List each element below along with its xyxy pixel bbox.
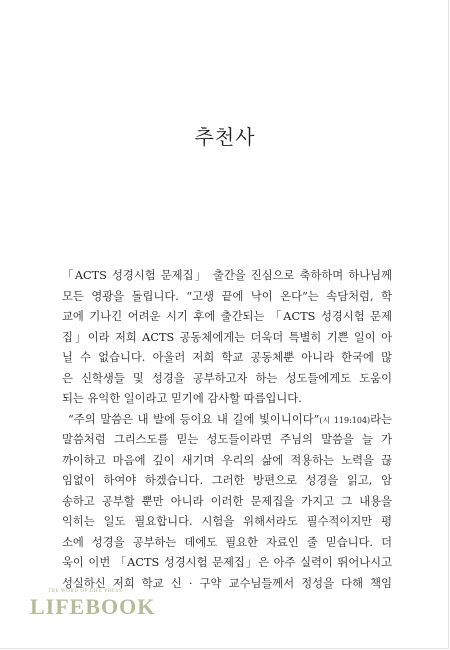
text-line: 모든 영광을 돌립니다. “고생 끝에 낙이 온다”는 속담처럼, 학	[62, 289, 392, 303]
quote-suffix: 라는	[370, 412, 392, 426]
page-title: 추천사	[194, 125, 256, 149]
text-line: 임없이 하여야 하겠습니다. 그러한 방편으로 성경을 읽고, 암	[62, 474, 392, 487]
text-line: 욱이 이번 「ACTS 성경시험 문제집」은 아주 실력이 뛰어나시고	[62, 556, 392, 569]
publisher-logo	[30, 589, 156, 625]
text-line: 소에 성경을 공부하는 데에도 필요한 자료인 줄 믿습니다. 더	[62, 535, 392, 549]
text-line: 닐 수 없습니다. 아울러 저희 학교 공동체뿐 아니라 한국에 많	[62, 351, 392, 364]
logo-name: LIFEBOOK	[30, 594, 156, 619]
quote-citation: (시 119:104)	[319, 415, 371, 425]
quote-text: “주의 말씀은 내 발에 등이요 내 길에 빛이니이다”	[68, 412, 320, 426]
text-line: 교에 기나긴 어려운 시기 후에 출간되는 「ACTS 성경시험 문제	[62, 310, 392, 323]
text-line: 익히는 일도 필요합니다. 시험을 위해서라도 필수적이지만 평	[62, 515, 392, 528]
text-line: 까이하고 마음에 깊이 새기며 우리의 삶에 적용하는 노력을 끊	[62, 453, 392, 467]
text-line: 집」이라 저희 ACTS 공동체에게는 더욱더 특별히 기쁜 일이 아	[62, 330, 392, 344]
text-line: 성실하신 저희 학교 신 · 구약 교수님들께서 정성을 다해 책임	[62, 576, 392, 590]
body-text	[62, 266, 392, 594]
text-line: 송하고 공부할 뿐만 아니라 이러한 문제집을 가지고 그 내용을	[62, 494, 392, 508]
text-line: 「ACTS 성경시험 문제집」 출간을 진심으로 축하하며 하나님께	[62, 269, 392, 282]
text-line: 은 신학생들 및 성경을 공부하고자 하는 성도들에게도 도움이	[62, 371, 392, 385]
text-line: 되는 유익한 일이라고 믿기에 감사할 따름입니다.	[62, 392, 302, 405]
quote-line	[62, 410, 392, 431]
logo-tagline: THE WORD OF LIFE PRESS	[47, 589, 123, 594]
text-line: 말씀처럼 그리스도를 믿는 성도들이라면 주님의 말씀을 늘 가	[62, 433, 392, 446]
